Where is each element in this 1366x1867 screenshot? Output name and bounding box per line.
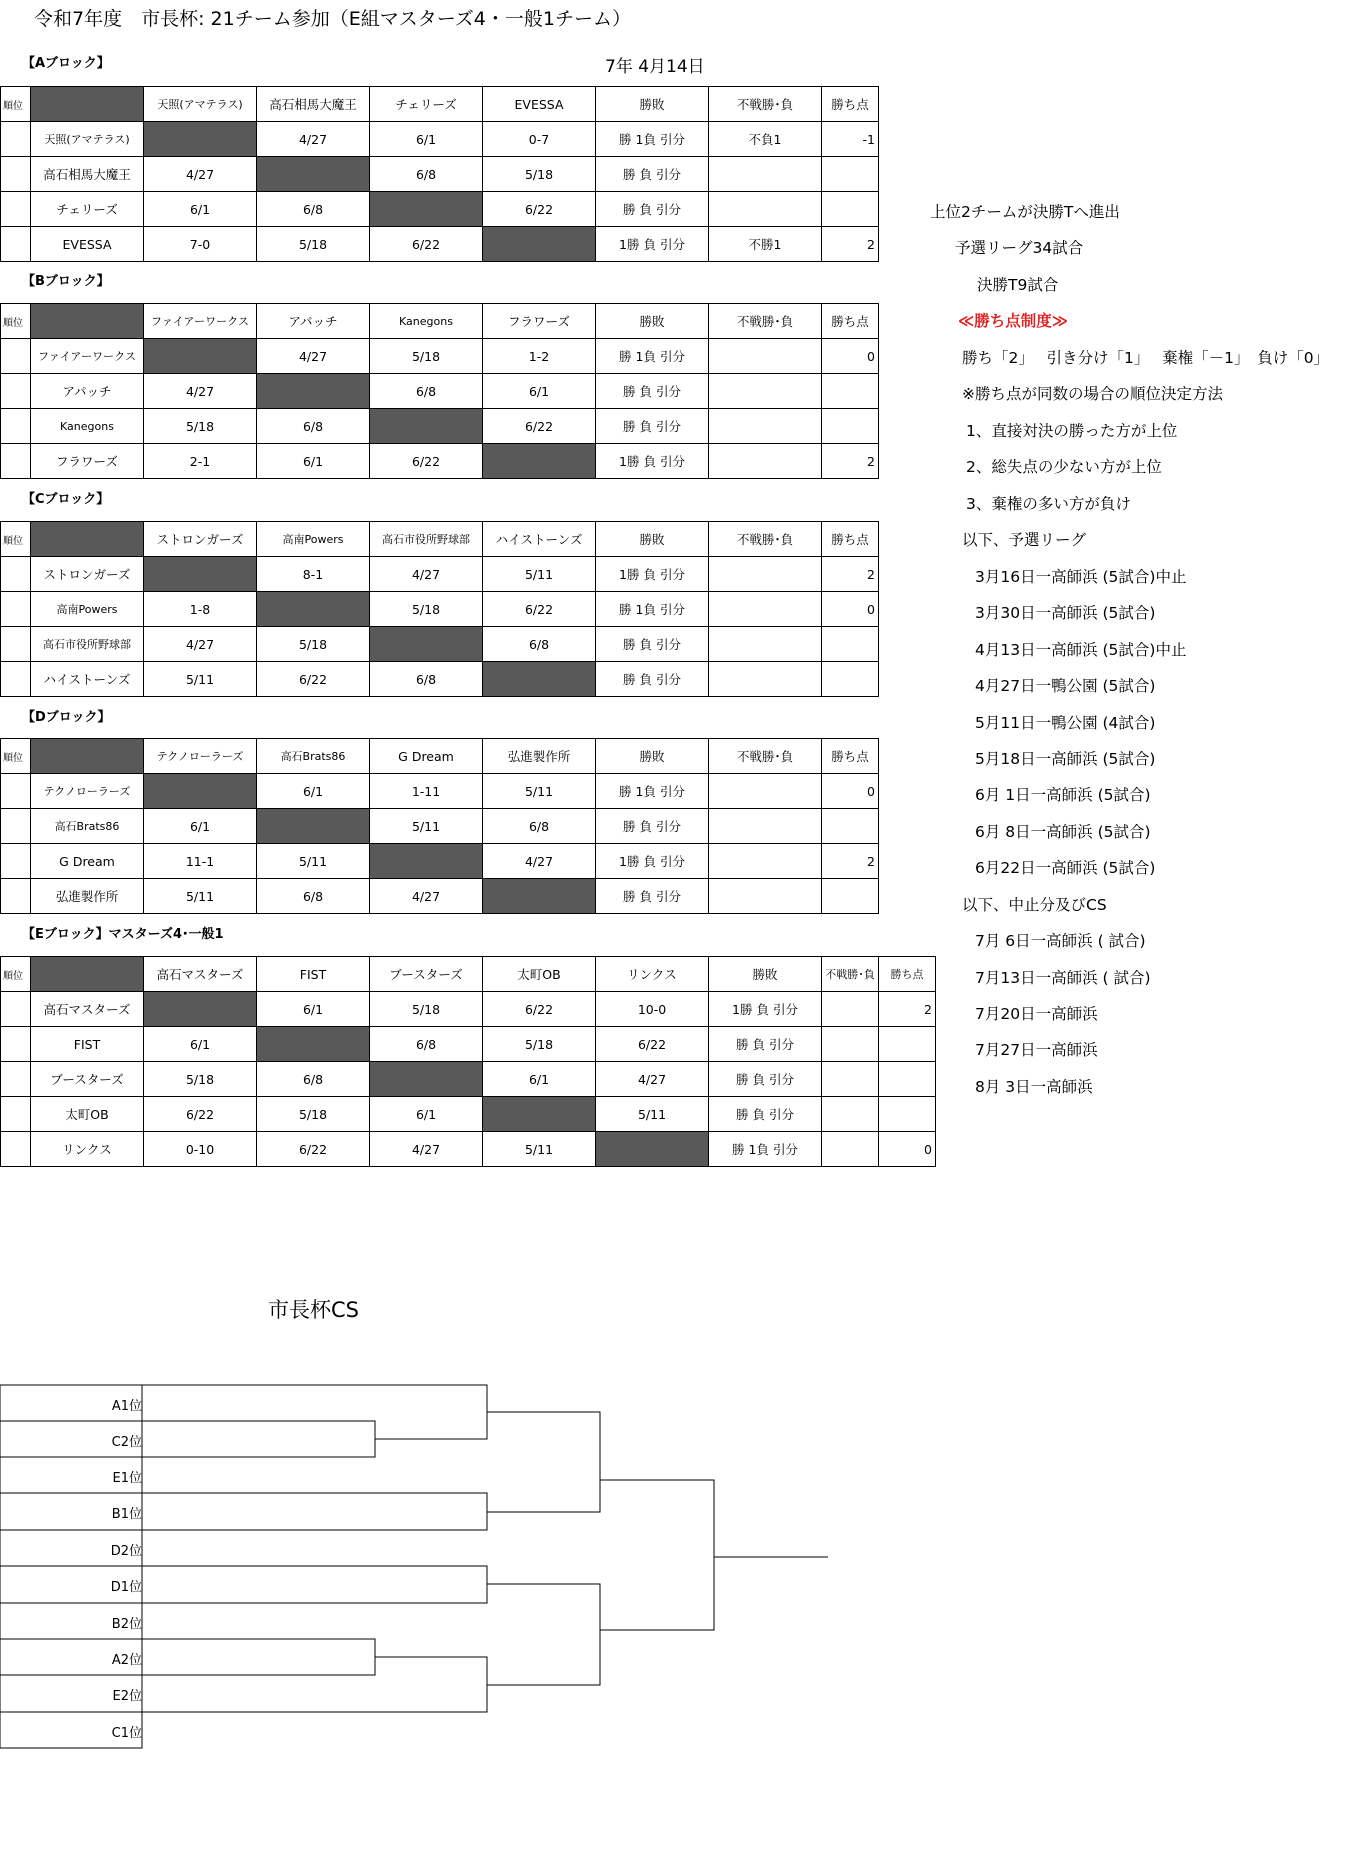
match-cell: 6/8 bbox=[370, 157, 483, 192]
row-team: G Dream bbox=[31, 844, 144, 879]
team-header: FIST bbox=[257, 957, 370, 992]
result-header: 勝敗 bbox=[596, 87, 709, 122]
points-cell: 0 bbox=[822, 774, 879, 809]
match-cell: 4/27 bbox=[144, 374, 257, 409]
note-line: 決勝T9試合 bbox=[977, 276, 1059, 294]
team-header: フラワーズ bbox=[483, 304, 596, 339]
points-system-heading: ≪勝ち点制度≫ bbox=[958, 312, 1068, 330]
note-line: 4月27日一鴨公園 (5試合) bbox=[975, 677, 1156, 695]
result-cell: 1勝 負 引分 bbox=[709, 992, 822, 1027]
result-cell: 勝 1負 引分 bbox=[596, 592, 709, 627]
note-line: 以下、予選リーグ bbox=[962, 531, 1087, 549]
match-cell: 6/1 bbox=[144, 1027, 257, 1062]
note-line: 3月30日一高師浜 (5試合) bbox=[975, 604, 1156, 622]
result-cell: 勝 負 引分 bbox=[596, 662, 709, 697]
cs-seed: E1位 bbox=[112, 1471, 142, 1486]
team-header: テクノローラーズ bbox=[144, 739, 257, 774]
rank-header: 順位 bbox=[1, 87, 31, 122]
match-cell: 5/18 bbox=[370, 592, 483, 627]
match-cell: 1-2 bbox=[483, 339, 596, 374]
match-cell: 5/18 bbox=[257, 1097, 370, 1132]
result-cell: 勝 1負 引分 bbox=[596, 774, 709, 809]
block-label: 【Eブロック】マスターズ4･一般1 bbox=[22, 927, 224, 942]
match-cell: 6/8 bbox=[257, 879, 370, 914]
note-line: 5月11日一鴨公園 (4試合) bbox=[975, 714, 1156, 732]
note-line: ※勝ち点が同数の場合の順位決定方法 bbox=[962, 385, 1223, 403]
result-cell: 勝 1負 引分 bbox=[596, 122, 709, 157]
result-cell: 勝 負 引分 bbox=[596, 879, 709, 914]
team-header: 太町OB bbox=[483, 957, 596, 992]
match-cell: 4/27 bbox=[257, 122, 370, 157]
match-cell: 6/1 bbox=[257, 774, 370, 809]
points-cell: 2 bbox=[822, 557, 879, 592]
match-cell: 6/22 bbox=[596, 1027, 709, 1062]
match-cell: 6/1 bbox=[483, 374, 596, 409]
note-line: 7月13日一高師浜 ( 試合) bbox=[975, 969, 1151, 987]
team-header: リンクス bbox=[596, 957, 709, 992]
points-cell: 2 bbox=[822, 227, 879, 262]
row-team: フラワーズ bbox=[31, 444, 144, 479]
sheet-date: 7年 4月14日 bbox=[605, 57, 705, 77]
note-line: 7月20日一高師浜 bbox=[975, 1005, 1098, 1023]
match-cell: 6/1 bbox=[144, 809, 257, 844]
cs-seed: D1位 bbox=[110, 1580, 142, 1595]
cs-seed: D2位 bbox=[110, 1544, 142, 1559]
row-team: ファイアーワークス bbox=[31, 339, 144, 374]
row-team: 高石マスターズ bbox=[31, 992, 144, 1027]
rank-header: 順位 bbox=[1, 522, 31, 557]
block-label: 【Bブロック】 bbox=[22, 274, 110, 289]
note-line: 2、総失点の少ない方が上位 bbox=[966, 458, 1162, 476]
row-team: Kanegons bbox=[31, 409, 144, 444]
row-team: テクノローラーズ bbox=[31, 774, 144, 809]
team-header: 弘進製作所 bbox=[483, 739, 596, 774]
note-line: 3、棄権の多い方が負け bbox=[966, 495, 1131, 513]
match-cell: 6/22 bbox=[483, 992, 596, 1027]
match-cell: 4/27 bbox=[483, 844, 596, 879]
row-team: 太町OB bbox=[31, 1097, 144, 1132]
result-cell: 1勝 負 引分 bbox=[596, 844, 709, 879]
note-line: 予選リーグ34試合 bbox=[955, 239, 1084, 257]
match-cell: 6/8 bbox=[257, 192, 370, 227]
match-cell: 7-0 bbox=[144, 227, 257, 262]
note-line: 勝ち「2」 引き分け「1」 棄権「－1」 負け「0」 bbox=[962, 349, 1330, 367]
match-cell: 5/11 bbox=[483, 557, 596, 592]
team-header: 天照(アマテラス) bbox=[144, 87, 257, 122]
match-cell: 6/22 bbox=[257, 662, 370, 697]
match-cell: 1-8 bbox=[144, 592, 257, 627]
team-header: EVESSA bbox=[483, 87, 596, 122]
row-team: チェリーズ bbox=[31, 192, 144, 227]
rank-header: 順位 bbox=[1, 739, 31, 774]
note-line: 6月 8日一高師浜 (5試合) bbox=[975, 823, 1151, 841]
match-cell: 5/18 bbox=[483, 157, 596, 192]
note-line: 3月16日一高師浜 (5試合)中止 bbox=[975, 568, 1187, 586]
row-team: ブースターズ bbox=[31, 1062, 144, 1097]
match-cell: 5/18 bbox=[257, 227, 370, 262]
match-cell: 6/8 bbox=[483, 627, 596, 662]
result-cell: 1勝 負 引分 bbox=[596, 444, 709, 479]
team-header: Kanegons bbox=[370, 304, 483, 339]
match-cell: 4/27 bbox=[370, 879, 483, 914]
match-cell: 6/8 bbox=[370, 1027, 483, 1062]
forfeit-header: 不戦勝･負 bbox=[709, 522, 822, 557]
block-label: 【Dブロック】 bbox=[22, 710, 111, 725]
match-cell: 4/27 bbox=[596, 1062, 709, 1097]
row-team: 高石市役所野球部 bbox=[31, 627, 144, 662]
team-header: 高石マスターズ bbox=[144, 957, 257, 992]
note-line: 上位2チームが決勝Tへ進出 bbox=[930, 203, 1120, 221]
forfeit-header: 不戦勝･負 bbox=[709, 87, 822, 122]
points-cell: 0 bbox=[879, 1132, 936, 1167]
forfeit-header: 不戦勝･負 bbox=[709, 739, 822, 774]
match-cell: 5/18 bbox=[144, 409, 257, 444]
points-header: 勝ち点 bbox=[822, 304, 879, 339]
result-cell: 勝 1負 引分 bbox=[596, 339, 709, 374]
cs-seed: A2位 bbox=[111, 1653, 142, 1668]
result-cell: 勝 負 引分 bbox=[709, 1027, 822, 1062]
team-header: 高石Brats86 bbox=[257, 739, 370, 774]
row-team: FIST bbox=[31, 1027, 144, 1062]
match-cell: 8-1 bbox=[257, 557, 370, 592]
block-label: 【Cブロック】 bbox=[22, 492, 110, 507]
row-team: 高石相馬大魔王 bbox=[31, 157, 144, 192]
match-cell: 1-11 bbox=[370, 774, 483, 809]
note-line: 8月 3日一高師浜 bbox=[975, 1078, 1093, 1096]
row-team: ストロンガーズ bbox=[31, 557, 144, 592]
points-header: 勝ち点 bbox=[822, 739, 879, 774]
match-cell: 6/8 bbox=[370, 374, 483, 409]
cs-seed: C2位 bbox=[111, 1435, 142, 1450]
cs-seed: B2位 bbox=[111, 1617, 142, 1632]
match-cell: 5/18 bbox=[370, 992, 483, 1027]
points-cell: 2 bbox=[879, 992, 936, 1027]
match-cell: 5/11 bbox=[144, 879, 257, 914]
match-cell: 11-1 bbox=[144, 844, 257, 879]
result-header: 勝敗 bbox=[596, 304, 709, 339]
cs-seed: B1位 bbox=[111, 1507, 142, 1522]
match-cell: 6/22 bbox=[370, 227, 483, 262]
result-cell: 勝 負 引分 bbox=[596, 374, 709, 409]
team-header: G Dream bbox=[370, 739, 483, 774]
result-cell: 勝 負 引分 bbox=[596, 157, 709, 192]
cs-seed: E2位 bbox=[112, 1689, 142, 1704]
points-cell: 0 bbox=[822, 339, 879, 374]
match-cell: 5/18 bbox=[257, 627, 370, 662]
points-header: 勝ち点 bbox=[879, 957, 936, 992]
match-cell: 6/22 bbox=[144, 1097, 257, 1132]
note-line: 6月 1日一高師浜 (5試合) bbox=[975, 786, 1151, 804]
note-line: 5月18日一高師浜 (5試合) bbox=[975, 750, 1156, 768]
team-header: チェリーズ bbox=[370, 87, 483, 122]
match-cell: 0-10 bbox=[144, 1132, 257, 1167]
team-header: ファイアーワークス bbox=[144, 304, 257, 339]
result-cell: 勝 負 引分 bbox=[709, 1097, 822, 1132]
match-cell: 0-7 bbox=[483, 122, 596, 157]
row-team: アパッチ bbox=[31, 374, 144, 409]
match-cell: 4/27 bbox=[257, 339, 370, 374]
note-line: 以下、中止分及びCS bbox=[962, 896, 1107, 914]
match-cell: 6/22 bbox=[257, 1132, 370, 1167]
points-cell: 2 bbox=[822, 844, 879, 879]
match-cell: 4/27 bbox=[370, 557, 483, 592]
rank-header: 順位 bbox=[1, 304, 31, 339]
result-cell: 勝 1負 引分 bbox=[709, 1132, 822, 1167]
match-cell: 6/8 bbox=[370, 662, 483, 697]
points-header: 勝ち点 bbox=[822, 522, 879, 557]
row-team: EVESSA bbox=[31, 227, 144, 262]
team-header: 高南Powers bbox=[257, 522, 370, 557]
match-cell: 6/22 bbox=[370, 444, 483, 479]
match-cell: 5/11 bbox=[483, 774, 596, 809]
points-cell: 0 bbox=[822, 592, 879, 627]
forfeit-header: 不戦勝･負 bbox=[822, 957, 879, 992]
match-cell: 5/11 bbox=[596, 1097, 709, 1132]
match-cell: 10-0 bbox=[596, 992, 709, 1027]
match-cell: 4/27 bbox=[144, 627, 257, 662]
forfeit-cell: 不負1 bbox=[709, 122, 822, 157]
match-cell: 5/18 bbox=[370, 339, 483, 374]
result-header: 勝敗 bbox=[596, 522, 709, 557]
points-header: 勝ち点 bbox=[822, 87, 879, 122]
note-line: 7月 6日一高師浜 ( 試合) bbox=[975, 932, 1146, 950]
row-team: リンクス bbox=[31, 1132, 144, 1167]
note-line: 1、直接対決の勝った方が上位 bbox=[966, 422, 1178, 440]
result-cell: 勝 負 引分 bbox=[596, 809, 709, 844]
note-line: 7月27日一高師浜 bbox=[975, 1041, 1098, 1059]
match-cell: 6/22 bbox=[483, 592, 596, 627]
match-cell: 6/1 bbox=[257, 444, 370, 479]
team-header: アパッチ bbox=[257, 304, 370, 339]
match-cell: 6/22 bbox=[483, 192, 596, 227]
match-cell: 6/1 bbox=[483, 1062, 596, 1097]
result-header: 勝敗 bbox=[709, 957, 822, 992]
match-cell: 6/8 bbox=[483, 809, 596, 844]
cs-seed: C1位 bbox=[111, 1726, 142, 1741]
team-header: 高石相馬大魔王 bbox=[257, 87, 370, 122]
result-header: 勝敗 bbox=[596, 739, 709, 774]
result-cell: 勝 負 引分 bbox=[709, 1062, 822, 1097]
row-team: 弘進製作所 bbox=[31, 879, 144, 914]
row-team: ハイストーンズ bbox=[31, 662, 144, 697]
note-line: 6月22日一高師浜 (5試合) bbox=[975, 859, 1156, 877]
match-cell: 5/18 bbox=[144, 1062, 257, 1097]
match-cell: 5/11 bbox=[144, 662, 257, 697]
result-cell: 勝 負 引分 bbox=[596, 627, 709, 662]
match-cell: 4/27 bbox=[370, 1132, 483, 1167]
match-cell: 6/8 bbox=[257, 409, 370, 444]
page-title: 令和7年度 市長杯: 21チーム参加（E組マスターズ4・一般1チーム） bbox=[34, 8, 631, 30]
match-cell: 5/11 bbox=[483, 1132, 596, 1167]
match-cell: 6/1 bbox=[370, 122, 483, 157]
forfeit-header: 不戦勝･負 bbox=[709, 304, 822, 339]
match-cell: 5/11 bbox=[370, 809, 483, 844]
points-cell: 2 bbox=[822, 444, 879, 479]
match-cell: 6/22 bbox=[483, 409, 596, 444]
note-line: 4月13日一高師浜 (5試合)中止 bbox=[975, 641, 1187, 659]
match-cell: 6/1 bbox=[370, 1097, 483, 1132]
match-cell: 6/8 bbox=[257, 1062, 370, 1097]
team-header: ハイストーンズ bbox=[483, 522, 596, 557]
result-cell: 勝 負 引分 bbox=[596, 192, 709, 227]
points-cell: -1 bbox=[822, 122, 879, 157]
match-cell: 2-1 bbox=[144, 444, 257, 479]
cs-title: 市長杯CS bbox=[268, 1298, 359, 1322]
result-cell: 1勝 負 引分 bbox=[596, 227, 709, 262]
match-cell: 5/18 bbox=[483, 1027, 596, 1062]
team-header: 高石市役所野球部 bbox=[370, 522, 483, 557]
forfeit-cell: 不勝1 bbox=[709, 227, 822, 262]
match-cell: 6/1 bbox=[144, 192, 257, 227]
team-header: ストロンガーズ bbox=[144, 522, 257, 557]
rank-header: 順位 bbox=[1, 957, 31, 992]
result-cell: 1勝 負 引分 bbox=[596, 557, 709, 592]
match-cell: 4/27 bbox=[144, 157, 257, 192]
block-label: 【Aブロック】 bbox=[22, 56, 110, 71]
match-cell: 6/1 bbox=[257, 992, 370, 1027]
result-cell: 勝 負 引分 bbox=[596, 409, 709, 444]
row-team: 高南Powers bbox=[31, 592, 144, 627]
row-team: 高石Brats86 bbox=[31, 809, 144, 844]
team-header: ブースターズ bbox=[370, 957, 483, 992]
match-cell: 5/11 bbox=[257, 844, 370, 879]
cs-seed: A1位 bbox=[111, 1399, 142, 1414]
row-team: 天照(アマテラス) bbox=[31, 122, 144, 157]
